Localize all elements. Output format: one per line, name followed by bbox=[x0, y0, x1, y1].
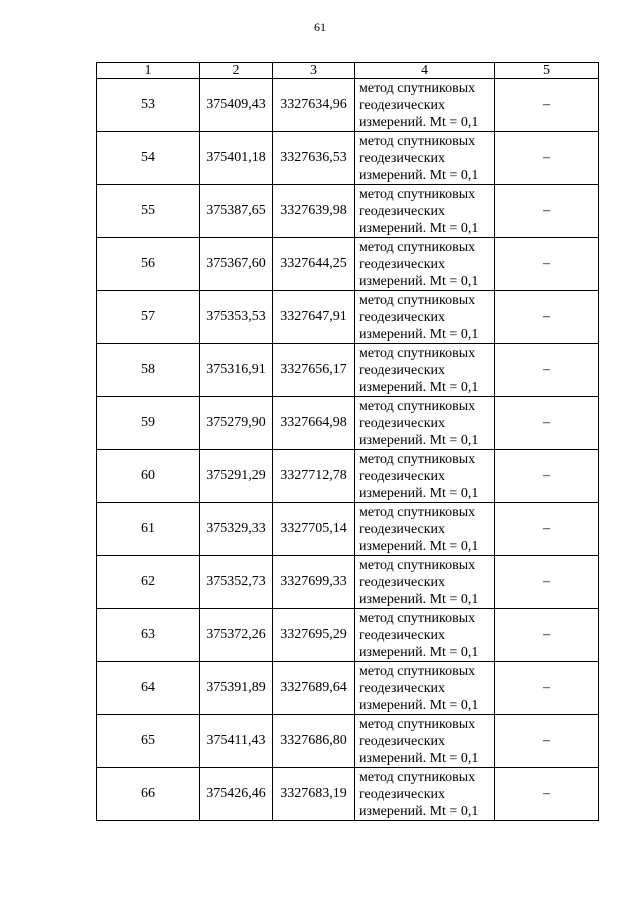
method-line: измерений. Mt = 0,1 bbox=[359, 538, 479, 554]
point-number-cell: 53 bbox=[97, 79, 200, 132]
method-line: измерений. Mt = 0,1 bbox=[359, 220, 479, 236]
table-row bbox=[97, 344, 599, 397]
method-line: метод спутниковых bbox=[359, 345, 476, 361]
note-cell: – bbox=[495, 556, 599, 609]
method-cell bbox=[355, 397, 495, 450]
method-line: геодезических bbox=[359, 574, 446, 590]
method-line: метод спутниковых bbox=[359, 610, 476, 626]
method-cell bbox=[355, 450, 495, 503]
note-cell: – bbox=[495, 132, 599, 185]
method-line: геодезических bbox=[359, 521, 446, 537]
method-line: геодезических bbox=[359, 468, 446, 484]
point-number-cell: 55 bbox=[97, 185, 200, 238]
table-row bbox=[97, 132, 599, 185]
point-number-cell: 62 bbox=[97, 556, 200, 609]
method-line: геодезических bbox=[359, 309, 446, 325]
table-row bbox=[97, 291, 599, 344]
table-row bbox=[97, 79, 599, 132]
coordinates-table bbox=[96, 62, 599, 821]
x-coordinate-cell: 375409,43 bbox=[200, 79, 273, 132]
method-line: измерений. Mt = 0,1 bbox=[359, 379, 479, 395]
y-coordinate-cell: 3327644,25 bbox=[273, 238, 355, 291]
method-line: измерений. Mt = 0,1 bbox=[359, 803, 479, 819]
point-number-cell: 59 bbox=[97, 397, 200, 450]
x-coordinate-cell: 375387,65 bbox=[200, 185, 273, 238]
method-cell bbox=[355, 503, 495, 556]
y-coordinate-cell: 3327647,91 bbox=[273, 291, 355, 344]
x-coordinate-cell: 375352,73 bbox=[200, 556, 273, 609]
note-cell: – bbox=[495, 344, 599, 397]
table-row bbox=[97, 556, 599, 609]
y-coordinate-cell: 3327705,14 bbox=[273, 503, 355, 556]
method-line: геодезических bbox=[359, 680, 446, 696]
x-coordinate-cell: 375279,90 bbox=[200, 397, 273, 450]
note-cell: – bbox=[495, 185, 599, 238]
point-number-cell: 56 bbox=[97, 238, 200, 291]
method-line: геодезических bbox=[359, 415, 446, 431]
note-cell: – bbox=[495, 238, 599, 291]
method-line: измерений. Mt = 0,1 bbox=[359, 591, 479, 607]
method-line: измерений. Mt = 0,1 bbox=[359, 273, 479, 289]
method-line: измерений. Mt = 0,1 bbox=[359, 432, 479, 448]
note-cell: – bbox=[495, 291, 599, 344]
x-coordinate-cell: 375353,53 bbox=[200, 291, 273, 344]
method-cell bbox=[355, 79, 495, 132]
method-line: метод спутниковых bbox=[359, 769, 476, 785]
table-row bbox=[97, 397, 599, 450]
x-coordinate-cell: 375367,60 bbox=[200, 238, 273, 291]
method-line: метод спутниковых bbox=[359, 398, 476, 414]
method-line: геодезических bbox=[359, 97, 446, 113]
x-coordinate-cell: 375291,29 bbox=[200, 450, 273, 503]
y-coordinate-cell: 3327686,80 bbox=[273, 715, 355, 768]
x-coordinate-cell: 375372,26 bbox=[200, 609, 273, 662]
note-cell: – bbox=[495, 768, 599, 821]
method-cell bbox=[355, 662, 495, 715]
note-cell: – bbox=[495, 450, 599, 503]
x-coordinate-cell: 375316,91 bbox=[200, 344, 273, 397]
method-cell bbox=[355, 185, 495, 238]
method-cell bbox=[355, 132, 495, 185]
method-line: метод спутниковых bbox=[359, 504, 476, 520]
method-line: измерений. Mt = 0,1 bbox=[359, 697, 479, 713]
method-line: измерений. Mt = 0,1 bbox=[359, 114, 479, 130]
method-line: метод спутниковых bbox=[359, 239, 476, 255]
x-coordinate-cell: 375426,46 bbox=[200, 768, 273, 821]
x-coordinate-cell: 375391,89 bbox=[200, 662, 273, 715]
method-line: метод спутниковых bbox=[359, 716, 476, 732]
method-line: геодезических bbox=[359, 203, 446, 219]
y-coordinate-cell: 3327695,29 bbox=[273, 609, 355, 662]
page-number: 61 bbox=[314, 20, 326, 34]
y-coordinate-cell: 3327639,98 bbox=[273, 185, 355, 238]
x-coordinate-cell: 375329,33 bbox=[200, 503, 273, 556]
point-number-cell: 60 bbox=[97, 450, 200, 503]
method-line: геодезических bbox=[359, 786, 446, 802]
method-line: геодезических bbox=[359, 362, 446, 378]
header-col-2: 2 bbox=[200, 63, 273, 79]
y-coordinate-cell: 3327636,53 bbox=[273, 132, 355, 185]
point-number-cell: 66 bbox=[97, 768, 200, 821]
method-line: метод спутниковых bbox=[359, 186, 476, 202]
method-line: измерений. Mt = 0,1 bbox=[359, 750, 479, 766]
method-cell bbox=[355, 344, 495, 397]
y-coordinate-cell: 3327699,33 bbox=[273, 556, 355, 609]
method-line: метод спутниковых bbox=[359, 451, 476, 467]
y-coordinate-cell: 3327634,96 bbox=[273, 79, 355, 132]
x-coordinate-cell: 375401,18 bbox=[200, 132, 273, 185]
method-cell bbox=[355, 715, 495, 768]
method-line: геодезических bbox=[359, 733, 446, 749]
method-cell bbox=[355, 609, 495, 662]
table-row bbox=[97, 185, 599, 238]
method-line: метод спутниковых bbox=[359, 80, 476, 96]
method-line: измерений. Mt = 0,1 bbox=[359, 644, 479, 660]
point-number-cell: 58 bbox=[97, 344, 200, 397]
method-line: метод спутниковых bbox=[359, 557, 476, 573]
x-coordinate-cell: 375411,43 bbox=[200, 715, 273, 768]
table-row bbox=[97, 503, 599, 556]
method-cell bbox=[355, 768, 495, 821]
method-line: измерений. Mt = 0,1 bbox=[359, 485, 479, 501]
note-cell: – bbox=[495, 79, 599, 132]
y-coordinate-cell: 3327656,17 bbox=[273, 344, 355, 397]
method-line: геодезических bbox=[359, 150, 446, 166]
table-header-row bbox=[97, 63, 599, 79]
y-coordinate-cell: 3327664,98 bbox=[273, 397, 355, 450]
table-row bbox=[97, 238, 599, 291]
method-line: измерений. Mt = 0,1 bbox=[359, 326, 479, 342]
method-line: метод спутниковых bbox=[359, 133, 476, 149]
table-row bbox=[97, 715, 599, 768]
y-coordinate-cell: 3327689,64 bbox=[273, 662, 355, 715]
point-number-cell: 57 bbox=[97, 291, 200, 344]
note-cell: – bbox=[495, 609, 599, 662]
table-body bbox=[97, 79, 599, 821]
note-cell: – bbox=[495, 397, 599, 450]
header-col-3: 3 bbox=[273, 63, 355, 79]
header-col-5: 5 bbox=[495, 63, 599, 79]
method-line: геодезических bbox=[359, 627, 446, 643]
y-coordinate-cell: 3327683,19 bbox=[273, 768, 355, 821]
table-row bbox=[97, 450, 599, 503]
point-number-cell: 65 bbox=[97, 715, 200, 768]
method-line: метод спутниковых bbox=[359, 292, 476, 308]
y-coordinate-cell: 3327712,78 bbox=[273, 450, 355, 503]
point-number-cell: 54 bbox=[97, 132, 200, 185]
header-col-1: 1 bbox=[97, 63, 200, 79]
point-number-cell: 64 bbox=[97, 662, 200, 715]
method-cell bbox=[355, 238, 495, 291]
method-cell bbox=[355, 291, 495, 344]
method-line: измерений. Mt = 0,1 bbox=[359, 167, 479, 183]
table-row bbox=[97, 609, 599, 662]
point-number-cell: 63 bbox=[97, 609, 200, 662]
method-cell bbox=[355, 556, 495, 609]
method-line: геодезических bbox=[359, 256, 446, 272]
note-cell: – bbox=[495, 503, 599, 556]
point-number-cell: 61 bbox=[97, 503, 200, 556]
note-cell: – bbox=[495, 662, 599, 715]
table-row bbox=[97, 662, 599, 715]
method-line: метод спутниковых bbox=[359, 663, 476, 679]
note-cell: – bbox=[495, 715, 599, 768]
table-row bbox=[97, 768, 599, 821]
header-col-4: 4 bbox=[355, 63, 495, 79]
